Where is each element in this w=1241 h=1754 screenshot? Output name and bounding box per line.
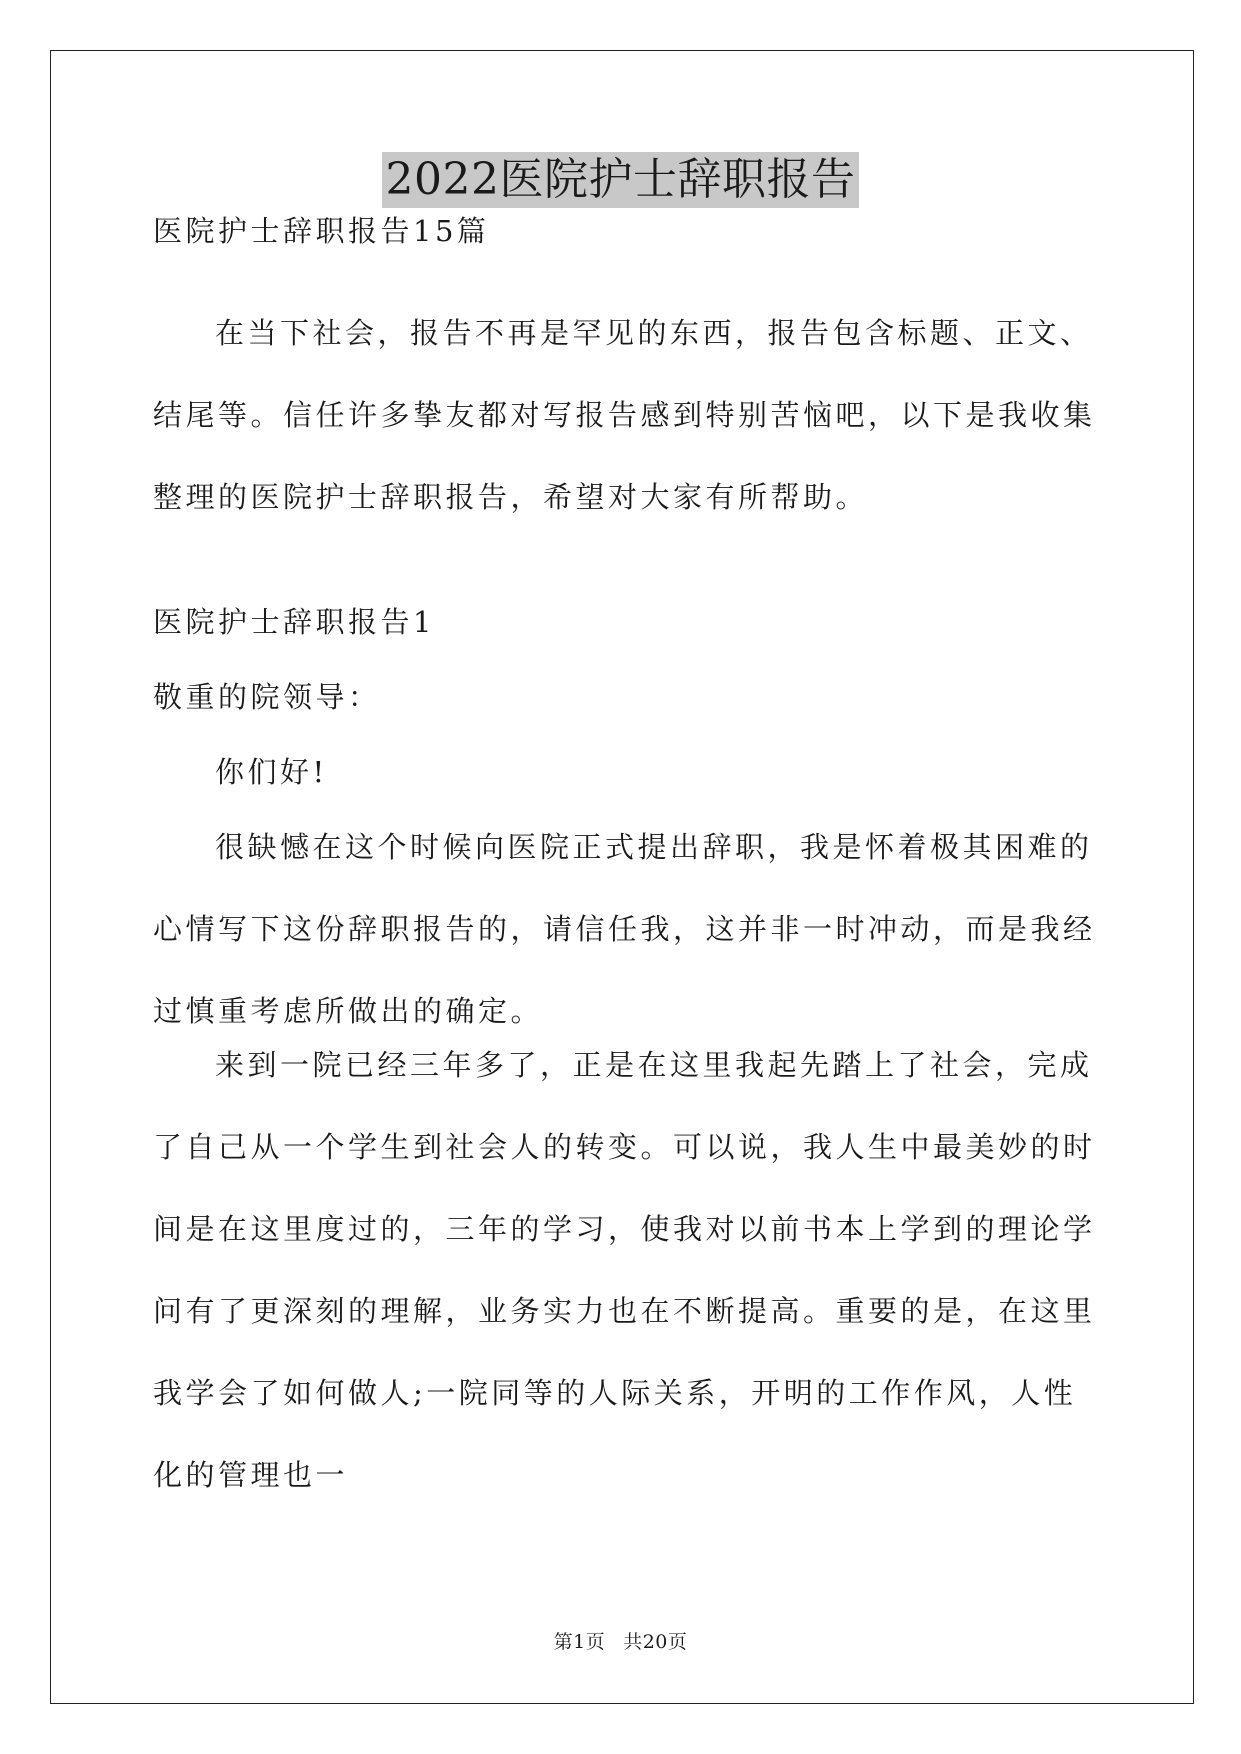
document-subtitle: 医院护士辞职报告15篇 <box>153 214 490 248</box>
section-heading: 医院护士辞职报告1 <box>153 605 435 639</box>
intro-paragraph: 在当下社会，报告不再是罕见的东西，报告包含标题、正文、结尾等。信任许多挚友都对写报告感到特别苦恼吧，以下是我收集整理的医院护士辞职报告，希望对大家有所帮助。 <box>153 316 1096 514</box>
body-paragraph-1: 很缺憾在这个时候向医院正式提出辞职，我是怀着极其困难的心情写下这份辞职报告的，请信任我，这并非一时冲动，而是我经过慎重考虑所做出的确定。 <box>153 830 1096 1028</box>
page-number: 第1页 <box>553 1631 606 1653</box>
greeting: 你们好! <box>215 755 328 789</box>
document-title-text: 2022医院护士辞职报告 <box>382 152 860 208</box>
page-footer <box>0 1630 1241 1654</box>
body-paragraph-2: 来到一院已经三年多了，正是在这里我起先踏上了社会，完成了自己从一个学生到社会人的转变。可以说，我人生中最美妙的时间是在这里度过的，三年的学习，使我对以前书本上学到的理论学问有了更深刻的理解，业务实力也在不断提高。重要的是，在这里我学会了如何做人;一院同等的人际关系，开明的工作作风，人性化的管理也一 <box>153 1048 1096 1492</box>
page-total: 共20页 <box>623 1631 688 1653</box>
salutation: 敬重的院领导： <box>153 680 381 714</box>
